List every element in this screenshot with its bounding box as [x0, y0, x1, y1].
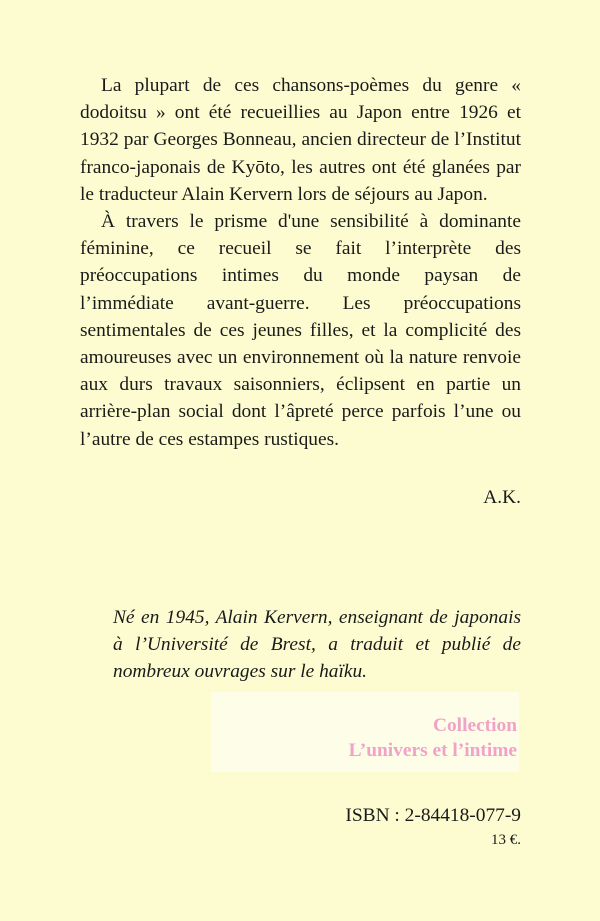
collection-name: L’univers et l’intime	[348, 740, 517, 761]
collection-label: Collection	[432, 715, 517, 736]
back-cover-description	[80, 72, 521, 453]
price: 13 €.	[491, 832, 521, 848]
author-initials: A.K.	[483, 487, 521, 508]
translator-bio: Né en 1945, Alain Kervern, enseignant de japonais à l’Université de Brest, a traduit et publié de nombreux ouvrages sur le haïku.	[113, 607, 521, 683]
collection-box	[211, 692, 519, 772]
description-paragraph-1: La plupart de ces chansons-poèmes du genre « dodoitsu » ont été recueillies au Japon entre 1926 et 1932 par Georges Bonneau, ancien directeur de l’Institut franco-japonais de Kyōto, les autres ont été glanées par le traducteur Alain Kervern lors de séjours au Japon.	[80, 75, 521, 205]
isbn: ISBN : 2-84418-077-9	[345, 805, 521, 826]
description-paragraph-2: À travers le prisme d'une sensibilité à dominante féminine, ce recueil se fait l’interprète des préoccupations intimes du monde paysan de l’immédiate avant-guerre. Les préoccupations sentimentales de ces jeunes filles, et la complicité des amoureuses avec un environnement où la nature renvoie aux durs travaux saisonniers, éclipsent en partie un arrière-plan social dont l’âpreté perce parfois l’une ou l’autre de ces estampes rustiques.	[80, 211, 521, 450]
